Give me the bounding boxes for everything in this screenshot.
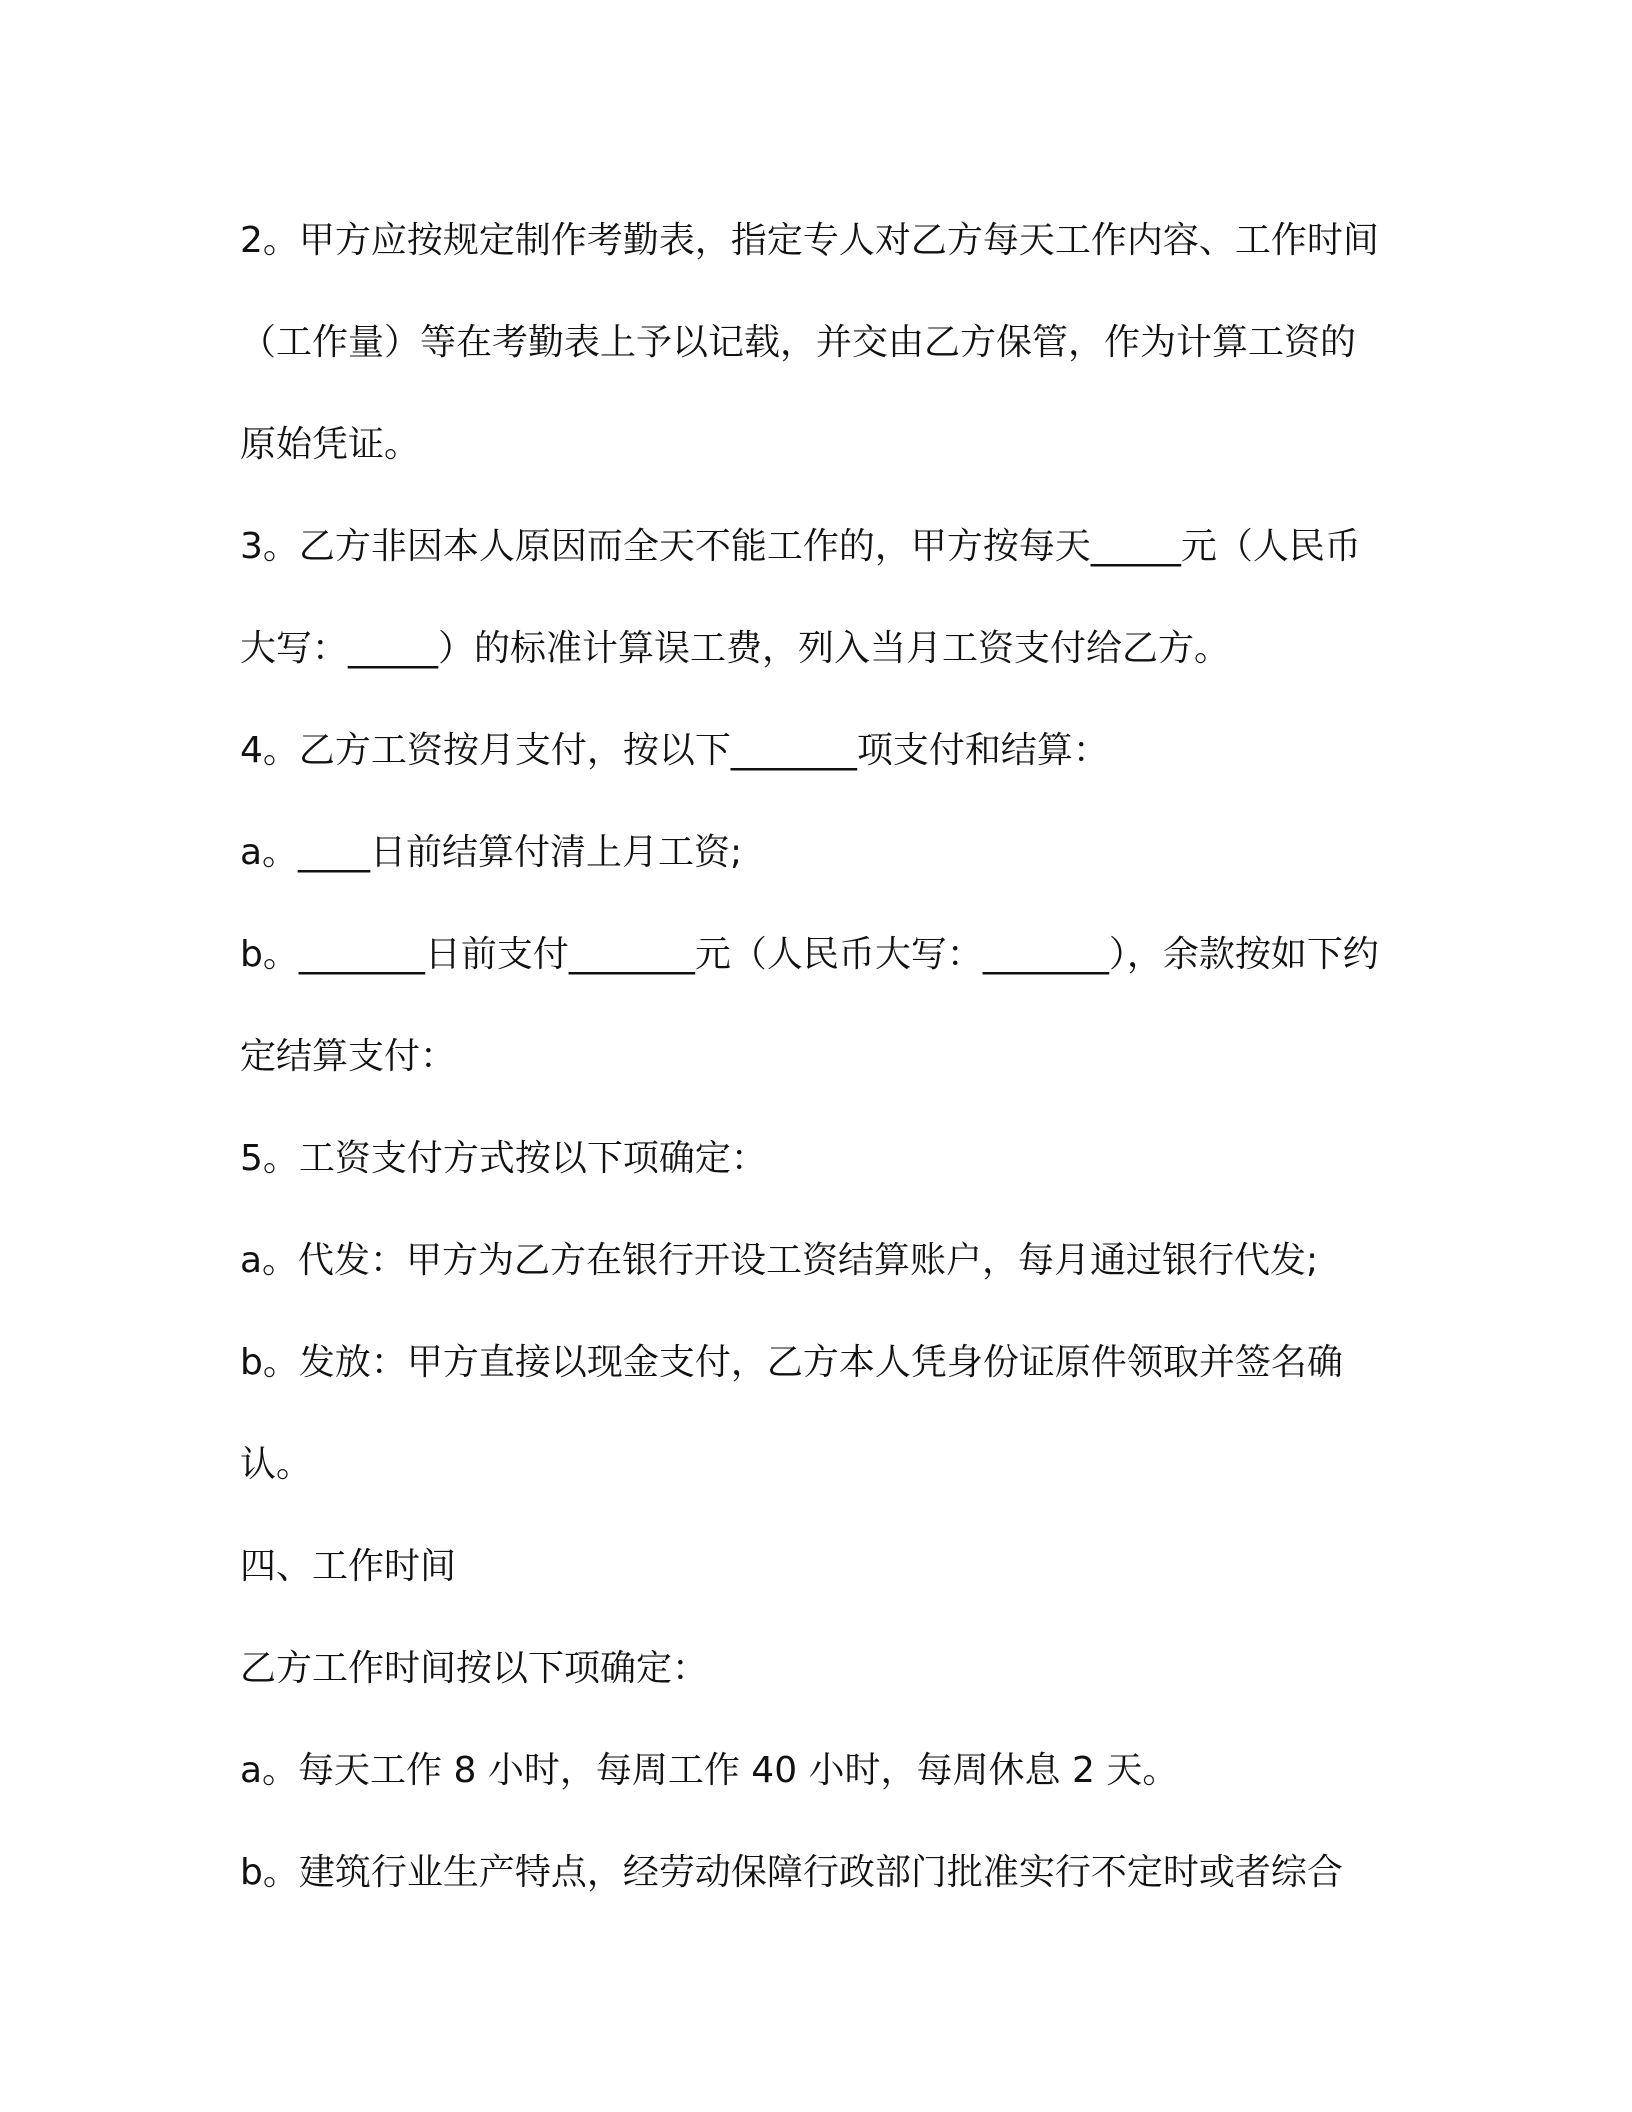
- paragraph-attendance-record: 2。甲方应按规定制作考勤表，指定专人对乙方每天工作内容、工作时间（工作量）等在考勤表上予以记载，并交由乙方保管，作为计算工资的原始凭证。: [240, 220, 1379, 465]
- paragraph-monthly-payment: 4。乙方工资按月支付，按以下_______项支付和结算：: [240, 730, 1109, 771]
- document-body: [240, 190, 1380, 1924]
- paragraph-option-b-settlement: b。_______日前支付_______元（人民币大写：_______），余款按如下约定结算支付：: [240, 934, 1379, 1077]
- paragraph-lost-work-pay: 3。乙方非因本人原因而全天不能工作的，甲方按每天_____元（人民币大写：_____）的标准计算误工费，列入当月工资支付给乙方。: [240, 526, 1361, 669]
- paragraph-option-a-settlement: a。____日前结算付清上月工资;: [240, 832, 743, 873]
- paragraph-working-hours-intro: 乙方工作时间按以下项确定：: [240, 1648, 709, 1689]
- paragraph-payment-method: 5。工资支付方式按以下项确定：: [240, 1138, 767, 1179]
- paragraph-standard-hours: a。每天工作 8 小时，每周工作 40 小时，每周休息 2 天。: [240, 1750, 1179, 1791]
- paragraph-cash-payment: b。发放：甲方直接以现金支付，乙方本人凭身份证原件领取并签名确认。: [240, 1342, 1343, 1485]
- paragraph-flexible-hours: b。建筑行业生产特点，经劳动保障行政部门批准实行不定时或者综合: [240, 1852, 1343, 1893]
- paragraph-bank-transfer: a。代发：甲方为乙方在银行开设工资结算账户，每月通过银行代发;: [240, 1240, 1319, 1281]
- section-heading-working-hours: 四、工作时间: [240, 1546, 457, 1587]
